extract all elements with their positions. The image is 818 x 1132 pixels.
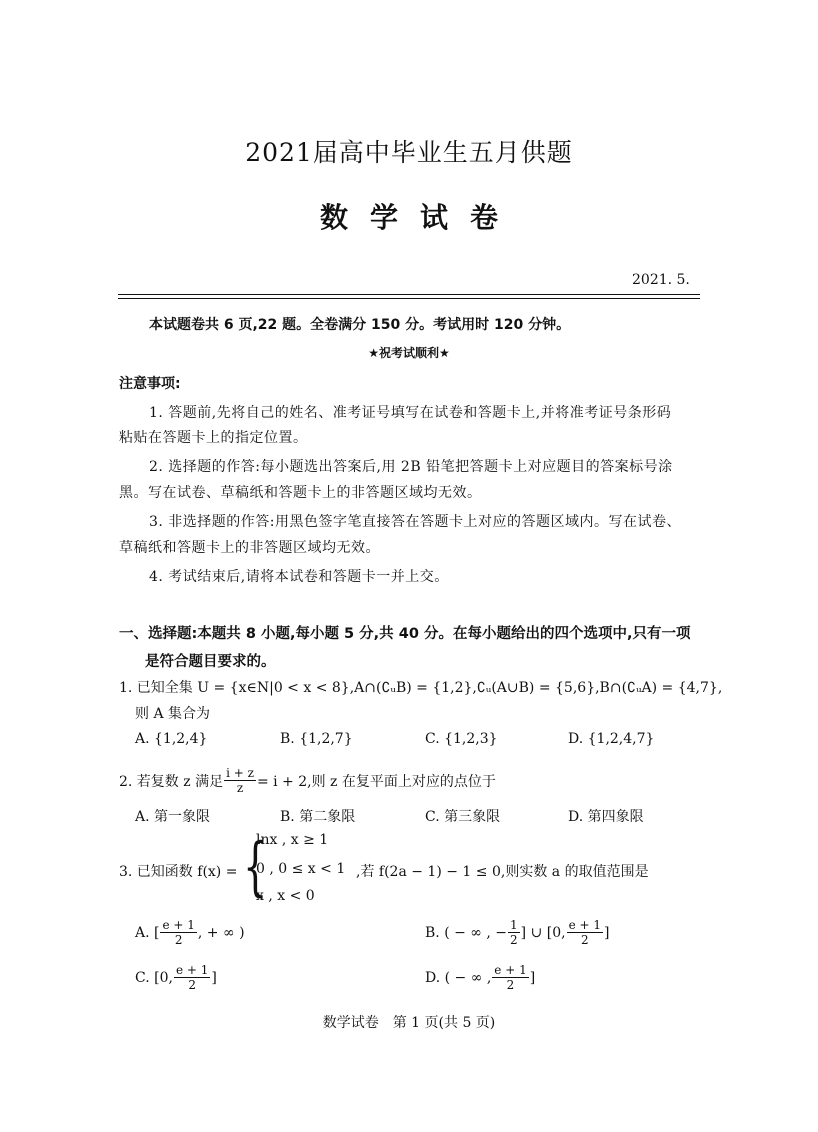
q2-option-a: A. 第一象限: [135, 809, 211, 825]
q2-option-c: C. 第三象限: [425, 809, 501, 825]
section-1-heading-cont: 是符合题目要求的。: [145, 654, 276, 670]
q2-stem-post: = i + 2,则 z 在复平面上对应的点位于: [256, 773, 496, 790]
q3-stem-post: ,若 f(2a − 1) − 1 ≤ 0,则实数 a 的取值范围是: [356, 864, 649, 880]
q3-opt-c-post: ]: [211, 969, 217, 986]
q2-option-b: B. 第二象限: [280, 809, 356, 825]
q3-opt-b-frac-1: [508, 918, 520, 947]
q2-stem-pre: 2. 若复数 z 满足: [119, 773, 224, 790]
q3-opt-a-pre: A. [: [135, 924, 160, 941]
exam-date: 2021. 5.: [632, 272, 690, 288]
page-footer: 数学试卷 第 1 页(共 5 页): [322, 1015, 496, 1031]
q3-opt-d-frac: [492, 963, 528, 992]
q3-opt-a-den: 2: [174, 933, 183, 947]
q2-frac-num: i + z: [226, 766, 254, 780]
q3-opt-d-num: e + 1: [494, 963, 527, 977]
note-3-line-1: 3. 非选择题的作答:用黑色签字笔直接答在答题卡上对应的答题区域内。写在试卷、: [149, 514, 682, 530]
q3-opt-a-num: e + 1: [162, 918, 195, 932]
q3-option-a: [135, 918, 245, 947]
q3-opt-a-frac: [160, 918, 196, 947]
q1-option-a: A. {1,2,4}: [135, 731, 208, 747]
q2-option-d: D. 第四象限: [568, 809, 644, 825]
section-1-heading: 一、选择题:本题共 8 小题,每小题 5 分,共 40 分。在每小题给出的四个选项中,只有一项: [119, 626, 691, 642]
q3-opt-d-post: ]: [529, 969, 536, 986]
header-divider-top: [118, 294, 700, 295]
question-2-stem: [119, 766, 496, 795]
question-1-stem-cont: 则 A 集合为: [135, 706, 211, 722]
note-2-line-2: 黑。写在试卷、草稿纸和答题卡上的非答题区域均无效。: [119, 485, 482, 501]
q3-opt-b-den-2: 2: [580, 933, 589, 947]
blessing: ★祝考试顺利★: [368, 346, 450, 360]
q3-option-b: [425, 918, 609, 947]
note-1-line-1: 1. 答题前,先将自己的姓名、准考证号填写在试卷和答题卡上,并将准考证号条形码: [149, 405, 672, 421]
q3-option-d: [425, 963, 535, 992]
q3-opt-c-frac: [174, 963, 210, 992]
q1-option-b: B. {1,2,7}: [280, 731, 353, 747]
q3-opt-d-den: 2: [506, 978, 515, 992]
q3-case-2: 0 , 0 ≤ x < 1: [256, 861, 346, 877]
exam-intro: 本试题卷共 6 页,22 题。全卷满分 150 分。考试用时 120 分钟。: [149, 317, 571, 333]
exam-title: 2021届高中毕业生五月供题: [245, 138, 573, 167]
q3-opt-c-num: e + 1: [175, 963, 209, 977]
q3-opt-d-pre: D. ( − ∞ ,: [425, 969, 492, 986]
q3-stem-pre: 3. 已知函数 f(x) =: [119, 864, 238, 880]
q3-opt-b-den-1: 2: [510, 933, 518, 947]
q3-opt-c-pre: C. [0,: [135, 969, 173, 986]
q1-option-d: D. {1,2,4,7}: [568, 731, 655, 747]
q2-fraction: [224, 766, 256, 795]
q3-case-1: lnx , x ≥ 1: [256, 832, 329, 848]
q3-opt-b-mid: ] ∪ [0,: [520, 924, 566, 941]
q3-opt-b-post: ]: [604, 924, 610, 941]
note-4: 4. 考试结束后,请将本试卷和答题卡一并上交。: [149, 569, 449, 585]
question-1-stem: 1. 已知全集 U = {x∈N|0 < x < 8},A∩(∁ᵤB) = {1,2},∁ᵤ(A∪B) = {5,6},B∩(∁ᵤA) = {4,7},: [119, 680, 723, 696]
q3-opt-c-den: 2: [188, 978, 196, 992]
note-1-line-2: 粘贴在答题卡上的指定位置。: [119, 430, 308, 446]
q3-case-3: x , x < 0: [256, 888, 315, 904]
q3-opt-a-post: , + ∞ ): [197, 924, 245, 941]
q3-piecewise-brace: {: [243, 830, 268, 904]
q3-opt-b-num-2: e + 1: [568, 918, 602, 932]
q1-option-c: C. {1,2,3}: [425, 731, 498, 747]
q3-option-c: [135, 963, 217, 992]
q3-opt-b-num-1: 1: [510, 918, 518, 932]
q3-opt-b-frac-2: [567, 918, 603, 947]
note-2-line-1: 2. 选择题的作答:每小题选出答案后,用 2B 铅笔把答题卡上对应题目的答案标号涂: [149, 459, 673, 475]
notes-heading: 注意事项:: [119, 376, 181, 392]
q3-opt-b-pre: B. ( − ∞ , −: [425, 924, 508, 941]
header-divider-bottom: [118, 298, 700, 299]
note-3-line-2: 草稿纸和答题卡上的非答题区域均无效。: [119, 540, 380, 556]
exam-subject: 数学试卷: [319, 201, 520, 234]
q2-frac-den: z: [236, 781, 244, 795]
